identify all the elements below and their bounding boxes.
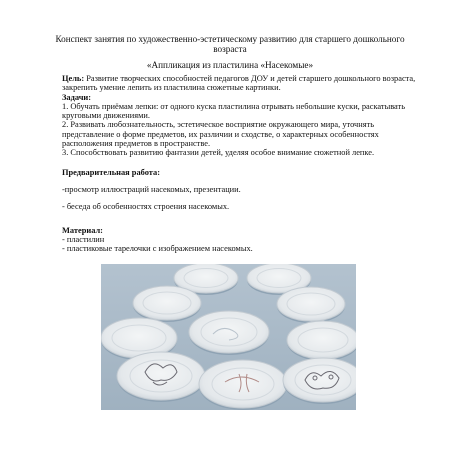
plate	[117, 352, 205, 402]
material-item: - пластиковые тарелочки с изображением насекомых.	[62, 244, 253, 254]
document-title: Конспект занятия по художественно-эстетическому развитию для старшего дошкольного возраста	[55, 34, 405, 55]
material-item: - пластилин	[62, 234, 105, 244]
goal-label: Цель:	[62, 74, 85, 83]
document-subtitle: «Аппликация из пластилина «Насекомые»	[146, 60, 314, 70]
plate	[199, 360, 287, 410]
document-body	[62, 74, 422, 253]
plates-photo-image	[101, 264, 356, 410]
prep-item: -просмотр иллюстраций насекомых, презентации.	[62, 184, 241, 194]
task-item: 1. Обучать приёмам лепки: от одного куска пластилина отрывать небольшие куски, раскатывать круговыми движениями.	[62, 101, 406, 121]
plate	[133, 286, 201, 322]
plates-photo	[101, 264, 356, 410]
task-item: 2. Развивать любознательность, эстетическое восприятие окружающего мира, уточнять представление о форме предметов, их различии и сходстве, о характерных особенностях расположения предметов в пространстве.	[62, 120, 379, 149]
goal-paragraph	[62, 74, 422, 93]
plate	[283, 358, 356, 404]
prep-label: Предварительная работа:	[62, 167, 160, 177]
plate	[189, 311, 269, 355]
material-label: Материал:	[62, 225, 103, 235]
plate	[277, 287, 345, 323]
plate	[287, 321, 356, 361]
prep-item: - беседа об особенностях строения насекомых.	[62, 202, 230, 212]
task-item: 3. Способствовать развитию фантазии детей, уделяя особое внимание сюжетной лепке.	[62, 148, 375, 158]
tasks-label: Задачи:	[62, 92, 92, 102]
goal-text: Развитие творческих способностей педагогов ДОУ и детей старшего дошкольного возраста, закрепить умение лепить из пластилина сюжетные картинки.	[62, 74, 416, 93]
